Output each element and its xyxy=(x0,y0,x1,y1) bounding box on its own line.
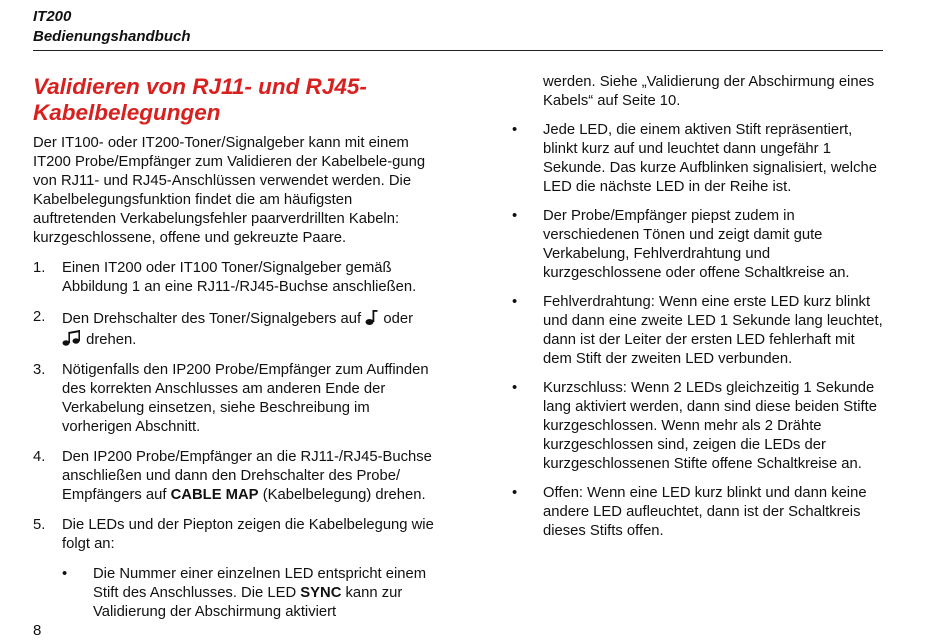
step-2 xyxy=(33,308,438,350)
single-note-icon xyxy=(365,308,379,326)
bullet-dot: • xyxy=(512,122,518,138)
step-3 xyxy=(33,361,438,437)
section-title: Validieren von RJ11- und RJ45-Kabelbelegungen xyxy=(33,74,367,125)
sub-bullet-pre: Die Nummer einer einzelnen LED entspricht einem Stift des Anschlusses. Die LED xyxy=(93,566,427,601)
sub-bullet-continued: werden. Siehe „Validierung der Abschirmung eines Kabels“ auf Seite 10. xyxy=(543,74,875,109)
step-text-pre: Den Drehschalter des Toner/Signalgebers auf xyxy=(62,311,362,327)
bullet-dot: • xyxy=(512,294,518,310)
step-text-bold: CABLE MAP xyxy=(170,487,259,503)
bullet-item xyxy=(512,484,884,541)
bullet-dot: • xyxy=(512,208,518,224)
step-number: 3. xyxy=(33,362,46,378)
bullet-text: Offen: Wenn eine LED kurz blinkt und dann keine andere LED aufleuchtet, dann ist der Schaltkreis dieses Stifts offen. xyxy=(543,485,867,539)
sub-bullet-led-number xyxy=(33,565,438,622)
header-rule xyxy=(33,50,883,51)
step-1 xyxy=(33,259,438,297)
step-4 xyxy=(33,448,438,505)
bullet-item xyxy=(512,207,884,283)
running-header xyxy=(33,7,191,47)
bullet-text: Kurzschluss: Wenn 2 LEDs gleichzeitig 1 Sekunde lang aktiviert werden, dann sind diese beiden Stifte kurzgeschlossen. Wenn mehr als 2 Drähte kurzgeschlossen sind, zeigen die LEDs der kurzgeschlossenen Stifte offene Schaltkreise an. xyxy=(543,380,877,472)
step-text: Die LEDs und der Piepton zeigen die Kabelbelegung wie folgt an: xyxy=(62,517,434,552)
header-manual: Bedienungshandbuch xyxy=(33,28,191,45)
step-number: 1. xyxy=(33,260,46,276)
step-number: 2. xyxy=(33,309,46,325)
intro-paragraph: Der IT100- oder IT200-Toner/Signalgeber kann mit einem IT200 Probe/Empfänger zum Validieren der Kabelbele-gung von RJ11- und RJ45-Anschlüssen verwendet werden. Die Kabelbelegungsfunktion findet die am häufigsten auftretenden Verkabelungsfehler paarverdrillten Kabeln: kurzgeschlossene, offene und gekreuzte Paare. xyxy=(33,135,426,246)
bullet-item xyxy=(512,293,884,369)
bullet-text: Fehlverdrahtung: Wenn eine erste LED kurz blinkt und dann eine zweite LED 1 Sekunde lang leuchtet, dann ist der Leiter der ersten LED fehlerhaft mit dem Stift der zweiten LED verbunden. xyxy=(543,294,883,367)
step-number: 5. xyxy=(33,517,46,533)
right-column xyxy=(512,73,884,541)
bullet-dot: • xyxy=(512,380,518,396)
step-number: 4. xyxy=(33,449,46,465)
bullet-text: Jede LED, die einem aktiven Stift repräsentiert, blinkt kurz auf und leuchtet dann ungefähr 1 Sekunde. Das kurze Aufblinken signalisiert, welche LED die nächste LED in der Reihe ist. xyxy=(543,122,877,195)
step-text-pre: Den IP200 Probe/Empfänger an die RJ11-/RJ45-Buchse anschließen und dann den Drehschalter des Probe/ Empfängers auf xyxy=(62,449,432,503)
step-text-post: (Kabelbelegung) drehen. xyxy=(262,487,426,503)
page-number: 8 xyxy=(33,622,42,639)
left-column xyxy=(33,134,438,622)
bullet-dot: • xyxy=(512,485,518,501)
step-text-mid: oder xyxy=(383,311,414,327)
header-product: IT200 xyxy=(33,8,72,25)
bullet-item xyxy=(512,379,884,474)
sub-bullet-bold: SYNC xyxy=(300,585,342,601)
step-text: Nötigenfalls den IP200 Probe/Empfänger zum Auffinden des korrekten Anschlusses am anderen Ende der Verkabelung einsetzen, siehe Beschreibung im vorherigen Abschnitt. xyxy=(62,362,429,435)
bullet-item xyxy=(512,121,884,197)
step-text: Einen IT200 oder IT100 Toner/Signalgeber gemäß Abbildung 1 an eine RJ11-/RJ45-Buchse anschließen. xyxy=(62,260,417,295)
bullet-dot: • xyxy=(62,566,68,582)
step-text-post: drehen. xyxy=(86,332,137,348)
step-5 xyxy=(33,516,438,554)
sub-bullet-post: kann zur Validierung der Abschirmung aktiviert xyxy=(93,585,403,620)
double-note-icon xyxy=(62,329,82,347)
bullet-text: Der Probe/Empfänger piepst zudem in verschiedenen Tönen und zeigt damit gute Verkabelung, Fehlverdrahtung und kurzgeschlossene oder offene Schaltkreise an. xyxy=(543,208,850,281)
